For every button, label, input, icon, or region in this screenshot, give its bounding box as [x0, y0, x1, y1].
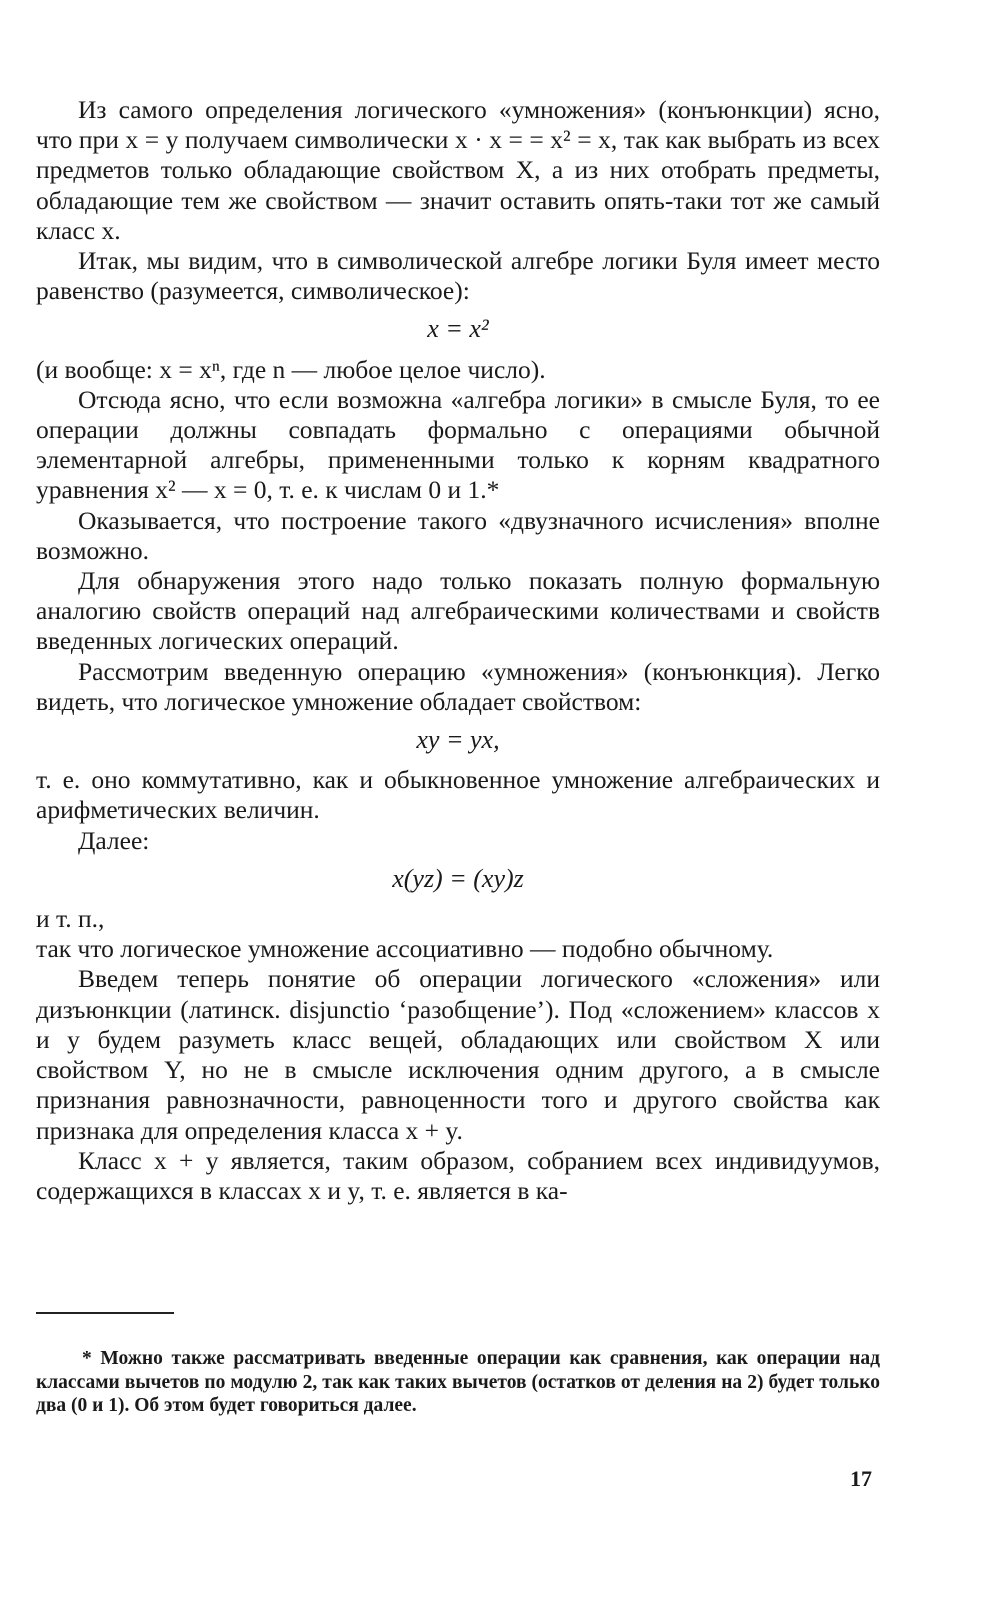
paragraph-5: Оказывается, что построение такого «двузначного исчисления» вполне возможно. — [36, 505, 880, 565]
paragraph-9: Далее: — [78, 825, 150, 855]
formula-x-equals-x-squared: x = x² — [427, 314, 489, 344]
paragraph-12: Введем теперь понятие об операции логического «сложения» или дизъюнкции (латинск. disjunctio ‘разобщение’). Под «сложением» классов x и y будем разуметь класс вещей, обладающих или свойством X или свойством Y, но не в смысле исключения одним другого, а в смысле признания равнозначности, равноценности того и другого свойства как признака для определения класса x + y. — [36, 964, 880, 1145]
paragraph-8: т. е. оно коммутативно, как и обыкновенное умножение алгебраических и арифметических величин. — [36, 765, 880, 825]
paragraph-13: Класс x + y является, таким образом, собранием всех индивидуумов, содержащихся в классах x и y, т. е. является в ка- — [36, 1145, 880, 1205]
footnote: * Можно также рассматривать введенные операции как сравнения, как операции над классами вычетов по модулю 2, так как таких вычетов (остатков от деления на 2) будет только два (0 и 1). Об этом будет говориться далее. — [36, 1348, 880, 1416]
paragraph-2: Итак, мы видим, что в символической алгебре логики Буля имеет место равенство (разумеется, символическое): — [36, 246, 880, 306]
paragraph-1: Из самого определения логического «умножения» (конъюнкции) ясно, что при x = y получаем символически x · x = = x² = x, так как выбрать из всех предметов только обладающие свойством X, а из них отобрать предметы, обладающие тем же свойством — значит оставить опять-таки тот же самый класс x. — [36, 95, 880, 245]
paragraph-4: Отсюда ясно, что если возможна «алгебра логики» в смысле Буля, то ее операции должны совпадать формально с операциями обычной элементарной алгебры, примененными только к корням квадратного уравнения x² — x = 0, т. е. к числам 0 и 1.* — [36, 384, 880, 505]
page-number: 17 — [850, 1466, 872, 1491]
paragraph-3: (и вообще: x = xⁿ, где n — любое целое число). — [36, 354, 546, 384]
formula-associative: x(yz) = (xy)z — [392, 863, 524, 893]
main-text — [36, 95, 880, 1206]
footnote-divider — [36, 1312, 174, 1314]
paragraph-6: Для обнаружения этого надо только показать полную формальную аналогию свойств операций над алгебраическими количествами и свойств введенных логических операций. — [36, 566, 880, 656]
paragraph-11: так что логическое умножение ассоциативно — подобно обычному. — [36, 934, 774, 964]
paragraph-7: Рассмотрим введенную операцию «умножения» (конъюнкция). Легко видеть, что логическое умножение обладает свойством: — [36, 656, 880, 716]
formula-commutative: xy = yx, — [416, 725, 500, 755]
paragraph-10: и т. п., — [36, 904, 105, 934]
